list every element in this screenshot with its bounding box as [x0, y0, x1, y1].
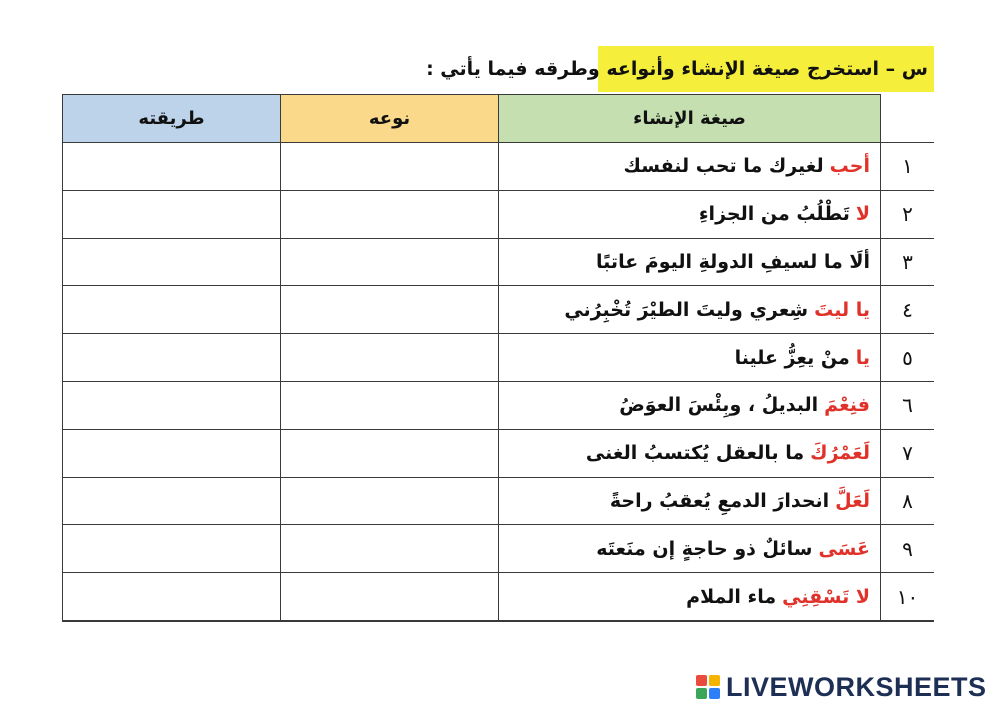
formula-sentence — [498, 238, 880, 286]
formula-sentence — [498, 381, 880, 429]
row-number: ٦ — [880, 381, 934, 429]
answer-method-cell[interactable] — [62, 238, 280, 286]
row-number: ٩ — [880, 524, 934, 572]
answer-type-cell[interactable] — [280, 142, 498, 190]
formula-highlight: أحب — [829, 155, 870, 178]
answer-type-cell[interactable] — [280, 190, 498, 238]
formula-rest: ألَا ما لسيفِ الدولةِ اليومَ عاتبًا — [596, 250, 870, 273]
formula-highlight: لا تَسْقِنِي — [782, 585, 870, 608]
formula-sentence — [498, 333, 880, 381]
formula-rest: ما بالعقل يُكتسبُ الغنى — [585, 442, 805, 465]
brand-icon-square — [709, 675, 720, 686]
answer-method-cell[interactable] — [62, 190, 280, 238]
header-type: نوعه — [280, 94, 498, 142]
row-number: ١ — [880, 142, 934, 190]
row-number: ٥ — [880, 333, 934, 381]
table-bottom-border — [62, 620, 934, 622]
row-number: ٣ — [880, 238, 934, 286]
formula-rest: سائلٌ ذو حاجةٍ إن منَعتَه — [596, 537, 813, 560]
answer-method-cell[interactable] — [62, 477, 280, 525]
answer-type-cell[interactable] — [280, 572, 498, 620]
answer-type-cell[interactable] — [280, 238, 498, 286]
formula-rest: لغيرك ما تحب لنفسك — [623, 155, 824, 178]
formula-highlight: فنِعْمَ — [824, 394, 870, 417]
header-number — [880, 94, 934, 142]
formula-sentence — [498, 190, 880, 238]
formula-sentence — [498, 477, 880, 525]
brand-icon-square — [696, 688, 707, 699]
row-number: ٧ — [880, 429, 934, 477]
question-text: س – استخرج صيغة الإنشاء وأنواعه وطرقه فيما يأتي : — [426, 58, 928, 80]
formula-sentence — [498, 429, 880, 477]
answer-method-cell[interactable] — [62, 381, 280, 429]
brand-icon-square — [709, 688, 720, 699]
header-formula: صيغة الإنشاء — [498, 94, 880, 142]
formula-highlight: يا ليتَ — [814, 298, 870, 321]
answer-type-cell[interactable] — [280, 381, 498, 429]
worksheet-table — [62, 94, 934, 620]
liveworksheets-icon — [696, 675, 720, 699]
formula-highlight: لَعَمْرُكَ — [810, 442, 870, 465]
formula-highlight: لَعَلَّ — [835, 489, 870, 512]
brand-icon-square — [696, 675, 707, 686]
formula-highlight: يا — [855, 346, 870, 369]
formula-sentence — [498, 572, 880, 620]
brand-logo[interactable] — [696, 672, 987, 702]
answer-method-cell[interactable] — [62, 333, 280, 381]
question-banner — [426, 46, 934, 92]
formula-sentence — [498, 524, 880, 572]
formula-highlight: لا — [855, 203, 870, 226]
formula-rest: انحدارَ الدمعِ يُعقبُ راحةً — [609, 489, 830, 512]
answer-type-cell[interactable] — [280, 524, 498, 572]
answer-method-cell[interactable] — [62, 524, 280, 572]
answer-method-cell[interactable] — [62, 572, 280, 620]
formula-rest: منْ يعِزُّ علينا — [734, 346, 850, 369]
formula-rest: البديلُ ، وبِئْسَ العوَضُ — [619, 394, 819, 417]
formula-rest: تَطْلُبُ من الجزاءِ — [698, 203, 850, 226]
answer-method-cell[interactable] — [62, 142, 280, 190]
answer-method-cell[interactable] — [62, 285, 280, 333]
answer-type-cell[interactable] — [280, 333, 498, 381]
formula-highlight: عَسَى — [818, 537, 870, 560]
brand-name: LIVEWORKSHEETS — [726, 671, 987, 702]
formula-sentence — [498, 142, 880, 190]
answer-type-cell[interactable] — [280, 285, 498, 333]
row-number: ١٠ — [880, 572, 934, 620]
header-method: طريقته — [62, 94, 280, 142]
row-number: ٤ — [880, 285, 934, 333]
answer-type-cell[interactable] — [280, 477, 498, 525]
answer-method-cell[interactable] — [62, 429, 280, 477]
formula-rest: شِعري وليتَ الطيْرَ تُخْبِرُني — [564, 298, 809, 321]
row-number: ٨ — [880, 477, 934, 525]
formula-rest: ماء الملام — [686, 585, 777, 608]
formula-sentence — [498, 285, 880, 333]
row-number: ٢ — [880, 190, 934, 238]
answer-type-cell[interactable] — [280, 429, 498, 477]
